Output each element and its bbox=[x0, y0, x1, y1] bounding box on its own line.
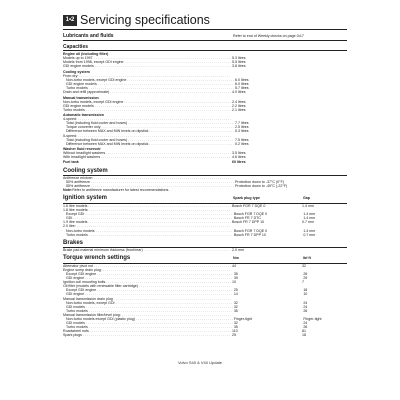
row-value: 0.3 litres bbox=[235, 129, 249, 134]
row-value: 4.6 litres bbox=[232, 155, 246, 160]
row-value: 2.0 mm bbox=[232, 248, 244, 253]
row-value-2: 0.7 mm bbox=[302, 220, 314, 225]
table-row bbox=[63, 64, 347, 68]
row-value-2: 26 bbox=[303, 271, 308, 276]
lubricants-reference: Refer to end of Weekly checks on page 0•17 bbox=[233, 34, 304, 38]
row-label: Non-turbo models except GDI (plastic plug) . . . bbox=[63, 317, 233, 321]
row-value: 5.3 litres bbox=[232, 56, 246, 61]
capacities-table bbox=[63, 52, 347, 164]
row-label: GDI models . . . bbox=[63, 305, 233, 309]
row-value: Protection down to -45°C (-22°F) bbox=[235, 184, 288, 189]
torque-col-lbfft: lbf ft bbox=[303, 256, 311, 261]
row-label: Difference between MAX and MIN levels on dipstick . . . bbox=[63, 142, 234, 146]
row-label: GDI engine models . . . bbox=[63, 104, 231, 108]
row-value-1: 25 bbox=[233, 288, 238, 293]
group-heading-label: Antifreeze mixture: . . . bbox=[63, 176, 231, 180]
capacities-section bbox=[63, 44, 347, 165]
ignition-col-plug: Spark plug type bbox=[233, 196, 260, 201]
row-label: Drain and refill (approximate) . . . bbox=[63, 90, 231, 94]
row-value-1: 44 bbox=[232, 263, 236, 268]
group-heading-label: Washer fluid reservoir bbox=[63, 147, 101, 151]
row-label: Turbo models . . . bbox=[63, 325, 233, 329]
row-label: GDI engine models . . . bbox=[63, 64, 231, 68]
row-label: Difference between MAX and MIN levels on dipstick . . . bbox=[63, 129, 234, 133]
row-value-1: Bosch FGR 7 DQE 0 bbox=[233, 228, 268, 233]
row-label: Except GDI engine . . . bbox=[63, 288, 233, 292]
row-label: Total (including fluid cooler and hoses) . . . bbox=[63, 121, 234, 125]
row-label: Manual transmission filler/level plug: . . . bbox=[63, 313, 231, 317]
group-heading-value: 60 litres bbox=[232, 160, 246, 165]
row-value-1: Bosch FR 7 DPP 10 bbox=[233, 232, 266, 237]
cooling-table bbox=[63, 176, 347, 188]
page-number-badge: 1•2 bbox=[63, 15, 77, 26]
row-value-1: 32 bbox=[233, 321, 238, 326]
row-value-2: 26 bbox=[303, 325, 308, 330]
lubricants-label: Lubricants and fluids bbox=[63, 33, 114, 39]
row-value: 5.5 litres bbox=[232, 60, 246, 65]
torque-table bbox=[63, 264, 347, 338]
row-value-2: 10 bbox=[303, 292, 308, 297]
row-value-1: 35 bbox=[233, 271, 238, 276]
row-label: GDI engine models . . . bbox=[63, 82, 234, 86]
row-value-2: 7 bbox=[302, 280, 304, 285]
page-header bbox=[63, 14, 347, 30]
row-value-2: Finger-tight bbox=[303, 317, 322, 321]
cooling-section bbox=[63, 168, 347, 193]
ignition-section bbox=[63, 195, 347, 236]
row-value: 5.7 litres bbox=[235, 86, 249, 91]
row-value-2: 24 bbox=[303, 304, 308, 309]
row-value-2: 1.4 mm bbox=[303, 216, 316, 221]
row-label: From dry: . . . bbox=[63, 74, 231, 78]
row-label: Roadwheel nuts . . . bbox=[63, 329, 231, 333]
torque-section bbox=[63, 255, 347, 337]
row-label: Models from 1998, except GDI engine . . . bbox=[63, 60, 231, 64]
group-heading-label: Engine oil (including filter) bbox=[63, 52, 109, 57]
row-value-1: Bosch FR 7 DPP 10 bbox=[232, 220, 265, 225]
row-label: GDI engine . . . bbox=[63, 276, 233, 280]
table-row bbox=[63, 90, 347, 94]
row-label: GDI models . . . bbox=[63, 321, 233, 325]
row-value-2: 0.7 mm bbox=[303, 232, 316, 237]
cooling-heading: Cooling system bbox=[63, 168, 347, 177]
row-label: Turbo models . . . bbox=[63, 108, 231, 112]
row-value-1: 32 bbox=[233, 304, 238, 309]
row-value: 2.4 litres bbox=[232, 99, 246, 104]
row-value: 7.5 litres bbox=[235, 137, 249, 142]
row-value-1: Bosch FR 7 DTC bbox=[233, 216, 261, 221]
row-label: Non-turbo models . . . bbox=[63, 229, 233, 233]
torque-col-nm: Nm bbox=[233, 256, 239, 261]
row-label: Without headlight washers . . . bbox=[63, 151, 231, 155]
cooling-note-label: Note: bbox=[63, 188, 73, 193]
row-label: With headlight washers . . . bbox=[63, 155, 231, 159]
ignition-table bbox=[63, 204, 347, 237]
row-value: 2.5 litres bbox=[235, 125, 249, 130]
row-value: 3.8 litres bbox=[232, 64, 246, 69]
row-value-1: 39 bbox=[233, 276, 238, 281]
row-label: 50% antifreeze . . . bbox=[63, 180, 234, 184]
row-label: Non-turbo models, except GDI . . . bbox=[63, 301, 233, 305]
group-heading-label: Cooling system bbox=[63, 69, 90, 74]
row-label: 55% antifreeze . . . bbox=[63, 184, 234, 188]
row-value-2: 18 bbox=[302, 333, 306, 338]
row-label: Non-turbo models, except GDI engine . . . bbox=[63, 78, 234, 82]
row-label: Brake pad material minimum thickness (front/rear) . . . bbox=[63, 248, 231, 252]
row-value-2: 26 bbox=[303, 308, 308, 313]
row-label: 2.0 litre: . . . bbox=[63, 224, 231, 228]
row-value-2: 29 bbox=[303, 276, 308, 281]
row-label: Total (including fluid cooler and hoses) . . . bbox=[63, 138, 234, 142]
row-value-1: 35 bbox=[233, 308, 238, 313]
row-value: 6.0 litres bbox=[235, 77, 249, 82]
row-value-2: 32 bbox=[302, 263, 306, 268]
page bbox=[63, 14, 347, 337]
group-heading bbox=[63, 160, 347, 164]
torque-heading bbox=[63, 255, 347, 264]
table-row bbox=[63, 233, 347, 237]
table-row bbox=[63, 155, 347, 159]
row-value-1: Bosch FGR 7 DQE 0 bbox=[232, 203, 266, 208]
row-label: 5-speed: . . . bbox=[63, 134, 231, 138]
group-heading-label: Fuel tank bbox=[63, 160, 79, 165]
capacities-heading: Capacities bbox=[63, 44, 347, 52]
row-label: 1.9 litre models . . . bbox=[63, 220, 231, 224]
table-row bbox=[63, 333, 347, 337]
table-row bbox=[63, 248, 347, 252]
row-label: GDI . . . bbox=[63, 216, 233, 220]
brakes-section bbox=[63, 240, 347, 253]
ignition-col-gap: Gap bbox=[303, 196, 310, 201]
row-value-2: 1.4 mm bbox=[303, 212, 316, 217]
row-value-1: 10 bbox=[232, 280, 236, 285]
row-label: Turbo models . . . bbox=[63, 86, 234, 90]
row-label: Spark plugs . . . bbox=[63, 333, 231, 337]
row-label: Models up to 1997 . . . bbox=[63, 56, 231, 60]
row-label: Oil filter (models with renewable filter cartridge) . . . bbox=[63, 284, 231, 288]
row-label: 4-speed: . . . bbox=[63, 117, 231, 121]
row-label: Alternator pivot nut . . . bbox=[63, 264, 231, 268]
table-row bbox=[63, 142, 347, 146]
row-value-1: 110 bbox=[232, 329, 238, 334]
brakes-table bbox=[63, 248, 347, 252]
cooling-note bbox=[63, 188, 347, 192]
row-label: Non-turbo models, except GDI engine . . . bbox=[63, 100, 231, 104]
row-value-2: 1.4 mm bbox=[302, 203, 314, 208]
brakes-heading: Brakes bbox=[63, 240, 347, 249]
row-label: GDI engine . . . bbox=[63, 292, 233, 296]
header-rule bbox=[63, 29, 347, 30]
row-value-1: Bosch FGR 7 DQE 0 bbox=[233, 212, 268, 217]
row-label: Turbo models . . . bbox=[63, 233, 233, 237]
row-value: 6.0 litres bbox=[235, 82, 249, 87]
row-value: Protection down to -37°C (0°F) bbox=[235, 180, 285, 185]
group-heading-label: Automatic transmission bbox=[63, 113, 104, 118]
row-label: Ignition coil mounting bolts . . . bbox=[63, 280, 231, 284]
row-value-2: 81 bbox=[302, 329, 306, 334]
row-value: 3.5 litres bbox=[232, 151, 246, 156]
lubricants-heading bbox=[63, 33, 347, 41]
row-value-1: 25 bbox=[232, 333, 236, 338]
row-label: Turbo models . . . bbox=[63, 309, 233, 313]
row-value-1: 35 bbox=[233, 325, 238, 330]
table-row bbox=[63, 108, 347, 112]
row-value: 0.2 litres bbox=[235, 141, 249, 146]
row-value-1: 32 bbox=[233, 300, 238, 305]
row-value-1: 14 bbox=[233, 292, 238, 297]
row-label: Engine sump drain plug: . . . bbox=[63, 268, 231, 272]
page-footer: Volvo S40 & V40 Update bbox=[177, 360, 223, 365]
lubricants-section bbox=[63, 33, 347, 41]
row-value-2: 18 bbox=[303, 288, 308, 293]
row-value: 2.1 litres bbox=[232, 107, 246, 112]
row-label: 1.8 litre models: . . . bbox=[63, 208, 231, 212]
row-value-2: 24 bbox=[303, 321, 308, 326]
page-title: Servicing specifications bbox=[80, 13, 210, 27]
group-heading-label: Manual transmission bbox=[63, 95, 99, 100]
row-label: 1.6 litre models . . . bbox=[63, 204, 231, 208]
ignition-heading bbox=[63, 195, 347, 204]
row-value-1: Finger-tight bbox=[233, 317, 252, 321]
cooling-note-text: Refer to antifreeze manufacturer for latest recommendations. bbox=[72, 188, 170, 193]
row-label: Except GDI engine . . . bbox=[63, 272, 233, 276]
row-value: 7.7 litres bbox=[235, 121, 249, 126]
row-value: 2.2 litres bbox=[232, 103, 246, 108]
ignition-title: Ignition system bbox=[63, 195, 108, 202]
row-value: 4.0 litres bbox=[232, 90, 246, 95]
row-label: Manual transmission drain plug . . . bbox=[63, 297, 231, 301]
torque-title: Torque wrench settings bbox=[63, 255, 131, 262]
row-label: Torque converter only . . . bbox=[63, 125, 234, 129]
row-value-2: 1.4 mm bbox=[303, 228, 316, 233]
row-label: Except GDI . . . bbox=[63, 212, 233, 216]
row-value-2: 24 bbox=[303, 300, 308, 305]
